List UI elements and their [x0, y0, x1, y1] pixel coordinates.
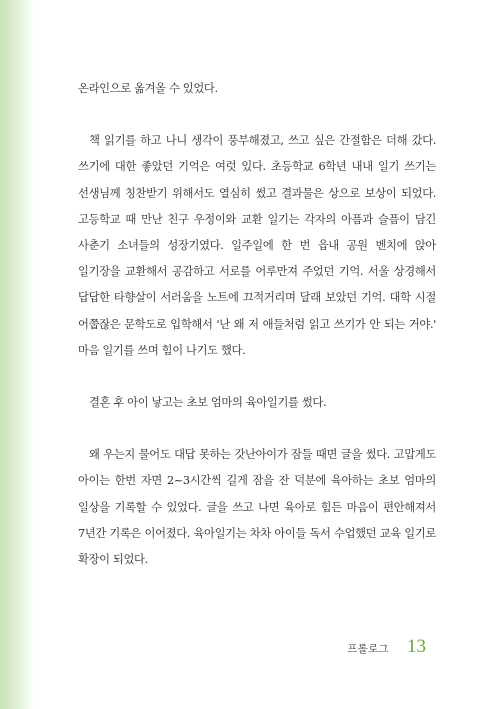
page-edge-band — [0, 0, 34, 709]
paragraph-2: 책 읽기를 하고 나니 생각이 풍부해졌고, 쓰고 싶은 간절함은 더해 갔다. 쓰기에 대한 좋았던 기억은 여럿 있다. 초등학교 6학년 내내 일기 쓰기는 선생님께 칭찬받기 위해서도 열심히 썼고 결과물은 상으로 보상이 되었다. 고등학교 때 만난 친구 우정이와 교환 일기는 각자의 아픔과 슬픔이 담긴 사춘기 소녀들의 성장기였다. 일주일에 한 번 읍내 공원 벤치에 앉아 일기장을 교환해서 공감하고 서로를 어루만져 주었던 기억. 서울 상경해서 답답한 타향살이 서러움을 노트에 끄적거리며 달래 보았던 기억. 대학 시절 어쭙잖은 문학도로 입학해서 '난 왜 저 애들처럼 읽고 쓰기가 안 되는 거야.' 마음 일기를 쓰며 힘이 나기도 했다. — [78, 134, 436, 357]
paragraph-1: 온라인으로 옮겨올 수 있었다. — [78, 82, 218, 95]
paragraph-3: 결혼 후 아이 낳고는 초보 엄마의 육아일기를 썼다. — [89, 396, 327, 410]
paragraph-4: 왜 우는지 물어도 대답 못하는 갓난아이가 잠들 때면 글을 썼다. 고맙게도 아이는 한번 자면 2~3시간씩 길게 잠을 잔 덕분에 육아하는 초보 엄마의 일상을 기록할 수 있었다. 글을 쓰고 나면 육아로 힘든 마음이 편안해져서 7년간 기록은 이어졌다. 육아일기는 차차 아이들 독서 수업했던 교육 일기로 확장이 되었다. — [78, 448, 436, 567]
body-text — [78, 76, 436, 573]
section-title: 프롤로그 — [347, 643, 389, 655]
page-footer — [347, 636, 426, 658]
page-number: 13 — [407, 636, 426, 657]
